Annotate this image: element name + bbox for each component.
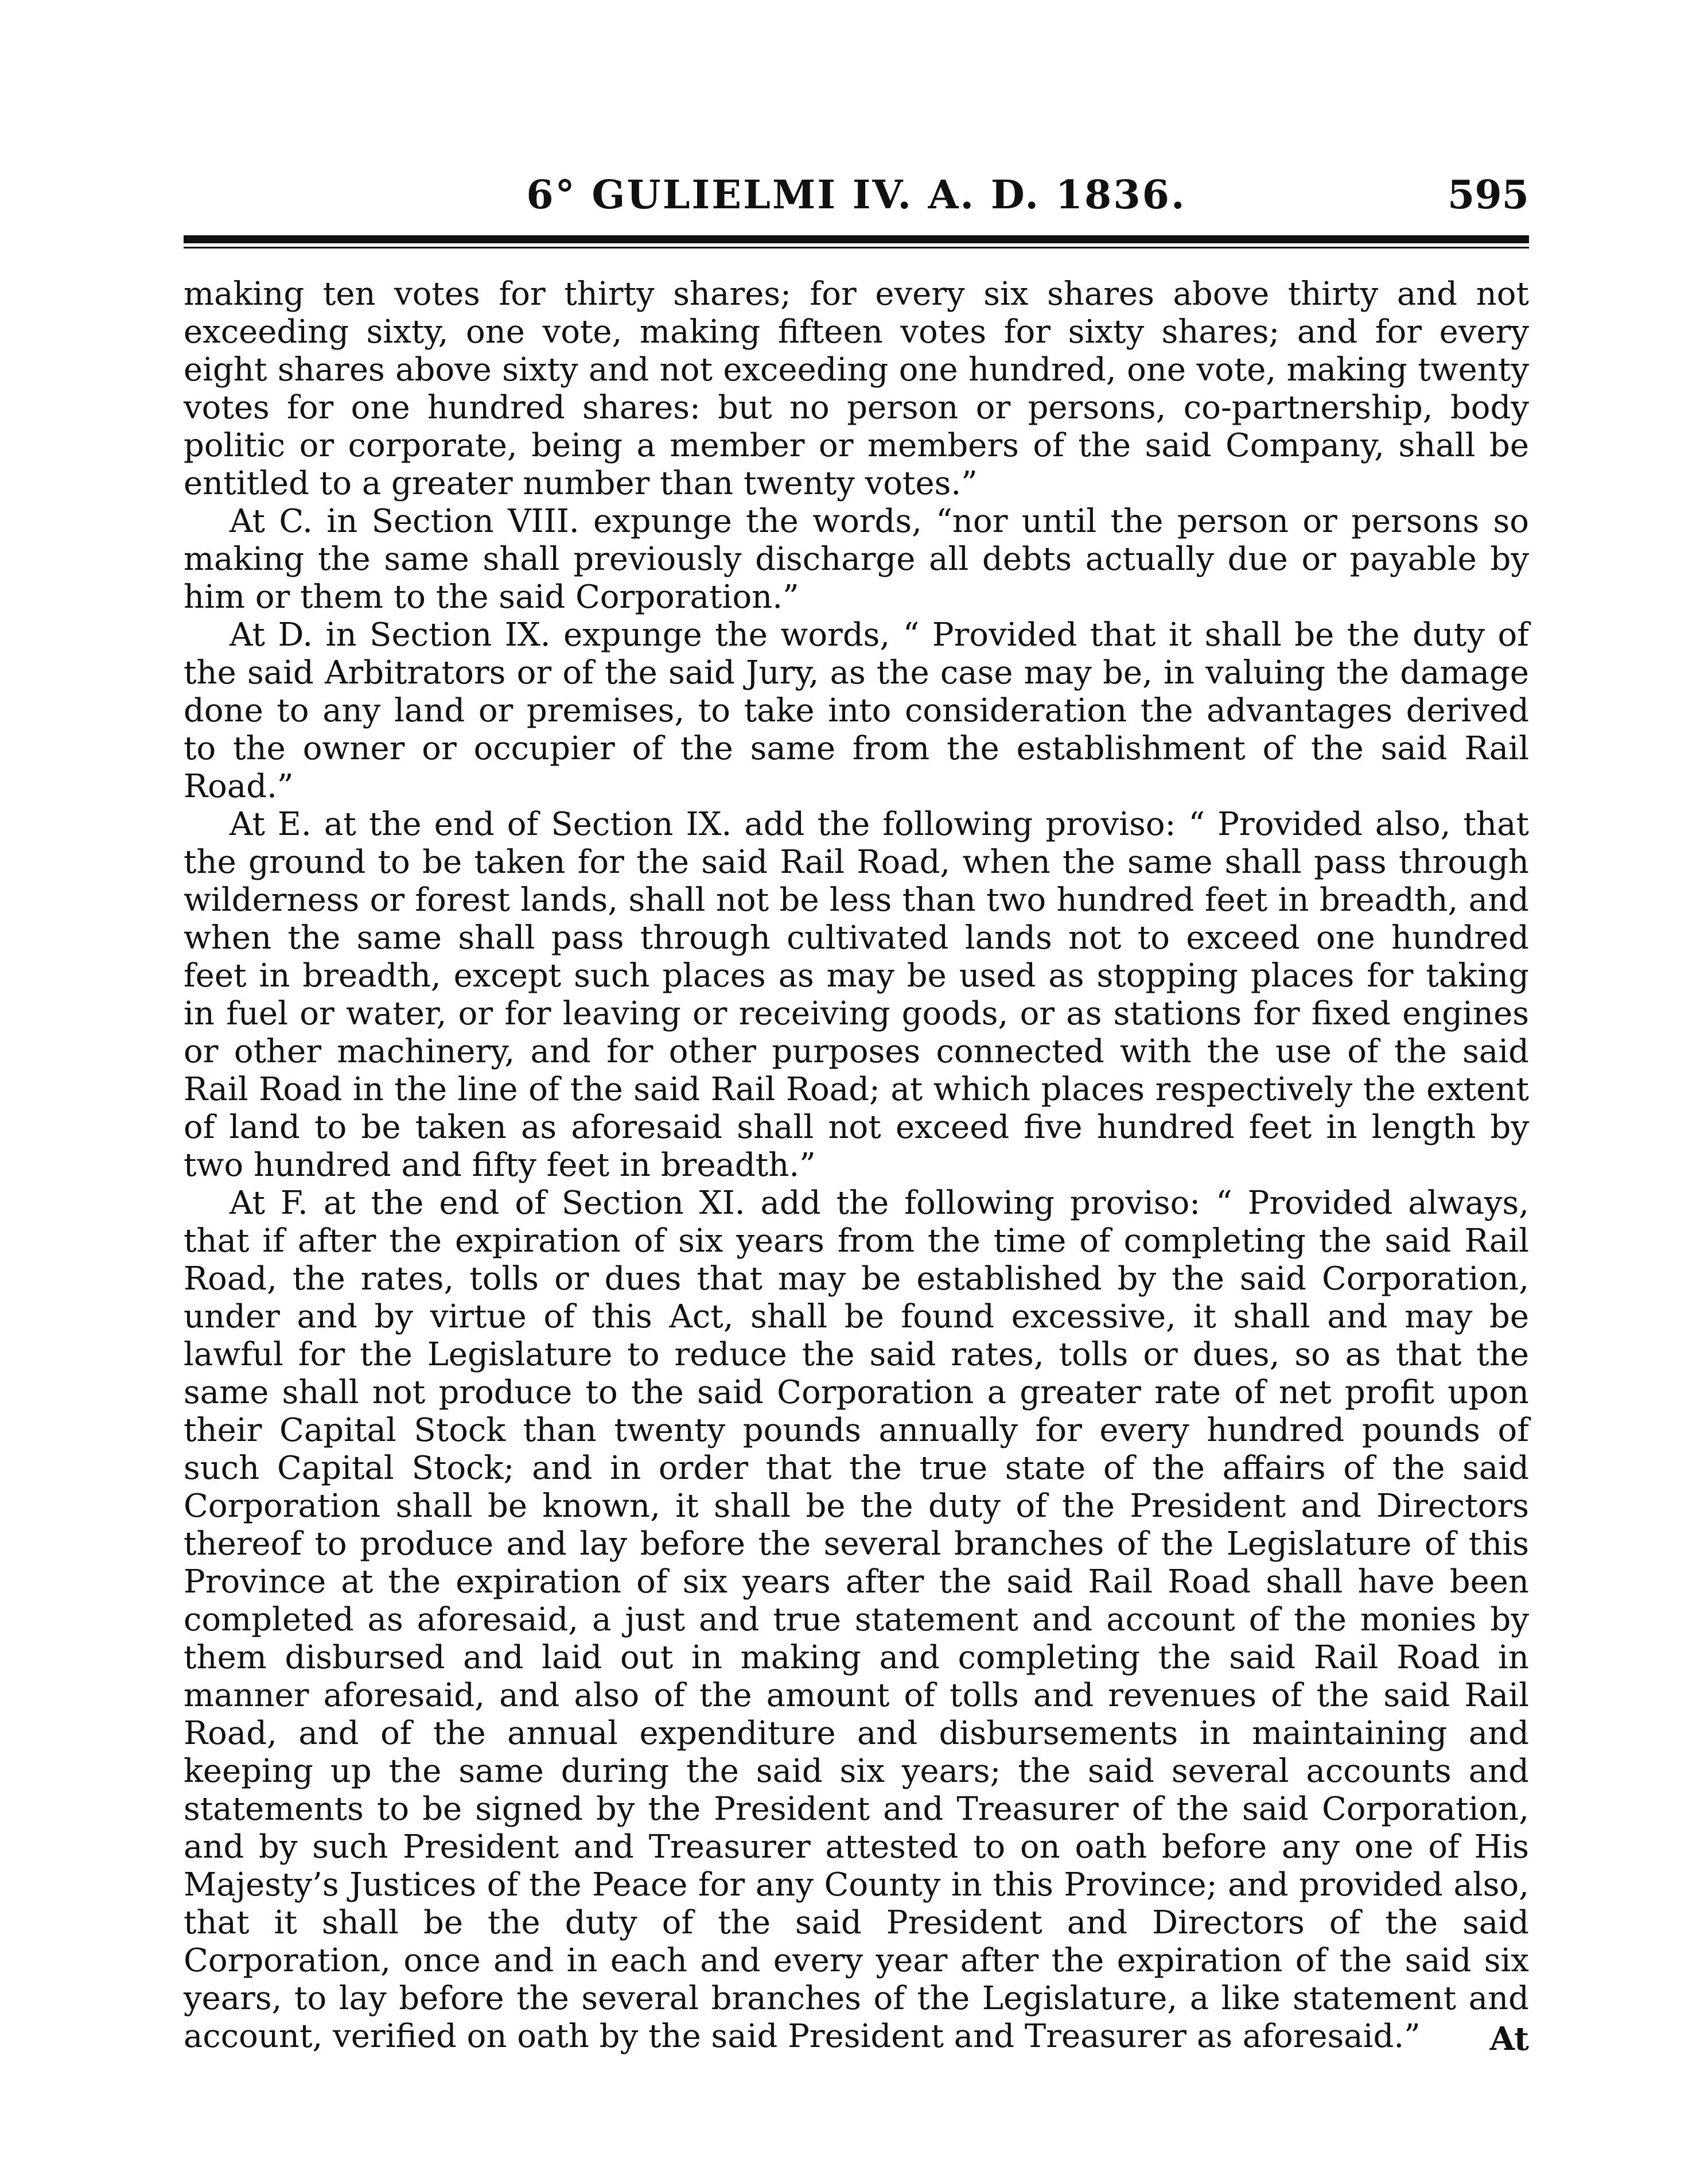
page-number: 595	[1448, 172, 1529, 218]
paragraph-amendment-f: At F. at the end of Section XI. add the following proviso: “ Provided always, that if after the expiration of six years from the time of completing the said Rail Road, the rates, tolls or dues that may be established by the said Corporation, under and by virtue of this Act, shall be found excessive, it shall and may be lawful for the Legislature to reduce the said rates, tolls or dues, so as that the same shall not produce to the said Corporation a greater rate of net profit upon their Capital Stock than twenty pounds annually for every hundred pounds of such Capital Stock; and in order that the true state of the affairs of the said Corporation shall be known, it shall be the duty of the President and Directors thereof to produce and lay before the several branches of the Legislature of this Province at the expiration of six years after the said Rail Road shall have been completed as aforesaid, a just and true statement and account of the monies by them disbursed and laid out in making and completing the said Rail Road in manner aforesaid, and also of the amount of tolls and revenues of the said Rail Road, and of the annual expenditure and disbursements in maintaining and keeping up the same during the said six years; the said several accounts and statements to be signed by the President and Treasurer of the said Corporation, and by such President and Treasurer attested to on oath before any one of His Majesty’s Justices of the Peace for any County in this Province; and provided also, that it shall be the duty of the said President and Directors of the said Corporation, once and in each and every year after the expiration of the said six years, to lay before the several branches of the Legislature, a like statement and account, verified on oath by the said President and Treasurer as aforesaid.”	[184, 1184, 1529, 2055]
body-text	[184, 275, 1529, 2056]
header-title: 6° GULIELMI IV. A. D. 1836.	[526, 172, 1186, 218]
paragraph-continuation: making ten votes for thirty shares; for every six shares above thirty and not exceeding sixty, one vote, making fifteen votes for sixty shares; and for every eight shares above sixty and not exceeding one hundred, one vote, making twenty votes for one hundred shares: but no person or persons, co-partnership, body politic or corporate, being a member or members of the said Company, shall be entitled to a greater number than twenty votes.”	[184, 275, 1529, 502]
header-rule-thick	[184, 235, 1529, 243]
header-rule-thin	[184, 247, 1529, 248]
paragraph-amendment-d: At D. in Section IX. expunge the words, “ Provided that it shall be the duty of the said Arbitrators or of the said Jury, as the case may be, in valuing the damage done to any land or premises, to take into consideration the advantages derived to the owner or occupier of the same from the establishment of the said Rail Road.”	[184, 616, 1529, 805]
running-header	[184, 172, 1529, 224]
paragraph-amendment-c: At C. in Section VIII. expunge the words, “nor until the person or persons so making the same shall previously discharge all debts actually due or payable by him or them to the said Corporation.”	[184, 503, 1529, 616]
paragraph-amendment-e: At E. at the end of Section IX. add the following proviso: “ Provided also, that the ground to be taken for the said Rail Road, when the same shall pass through wilderness or forest lands, shall not be less than two hundred feet in breadth, and when the same shall pass through cultivated lands not to exceed one hundred feet in breadth, except such places as may be used as stopping places for taking in fuel or water, or for leaving or receiving goods, or as stations for fixed engines or other machinery, and for other purposes connected with the use of the said Rail Road in the line of the said Rail Road; at which places respectively the extent of land to be taken as aforesaid shall not exceed five hundred feet in length by two hundred and fifty feet in breadth.”	[184, 806, 1529, 1184]
catchword: At	[1489, 2020, 1529, 2058]
